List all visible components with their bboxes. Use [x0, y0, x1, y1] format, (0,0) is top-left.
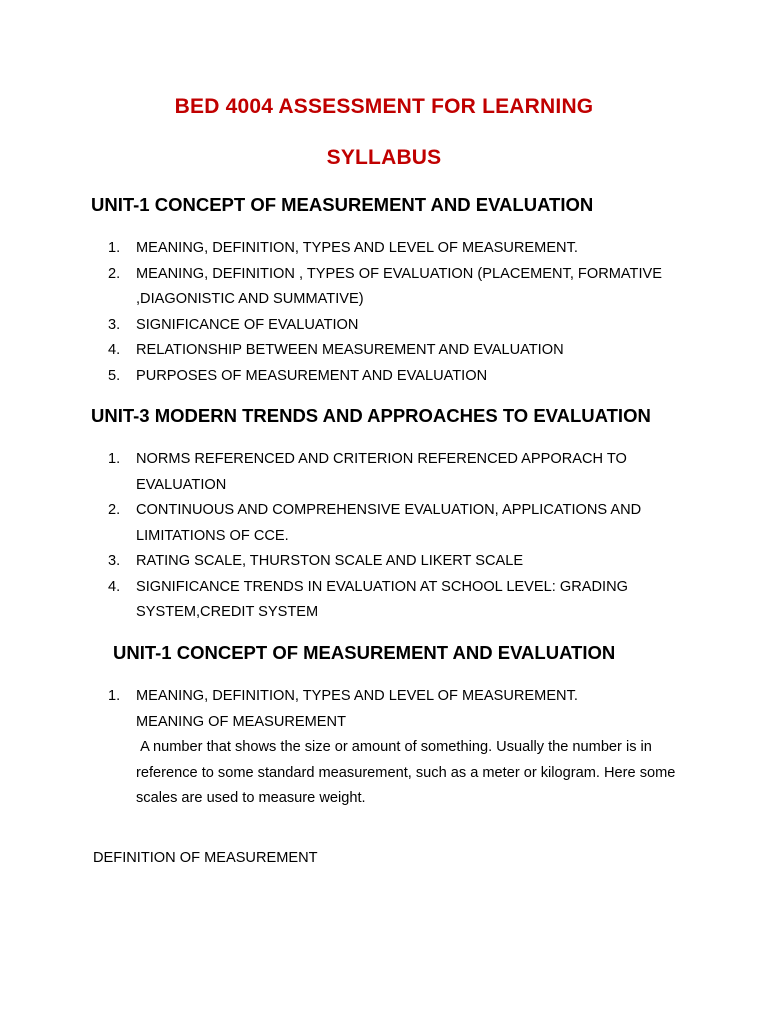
list-item [108, 684, 681, 812]
item-text: NORMS REFERENCED AND CRITERION REFERENCED APPORACH TO EVALUATION [136, 451, 627, 493]
section-heading-unit-1-detail: UNIT-1 CONCEPT OF MEASUREMENT AND EVALUATION [113, 642, 616, 663]
section-heading-unit-1: UNIT-1 CONCEPT OF MEASUREMENT AND EVALUATION [91, 194, 594, 215]
section-heading-unit-3: UNIT-3 MODERN TRENDS AND APPROACHES TO EVALUATION [91, 405, 651, 426]
item-number: 3. [108, 316, 121, 333]
item-text: CONTINUOUS AND COMPREHENSIVE EVALUATION, APPLICATIONS AND LIMITATIONS OF CCE. [136, 502, 642, 544]
item-text: MEANING, DEFINITION , TYPES OF EVALUATION (PLACEMENT, FORMATIVE ,DIAGONISTIC AND SUMMATIVE) [136, 265, 662, 307]
document-subtitle: SYLLABUS [326, 146, 442, 169]
item-number: 4. [108, 578, 121, 595]
item-text: SIGNIFICANCE TRENDS IN EVALUATION AT SCHOOL LEVEL: GRADING SYSTEM,CREDIT SYSTEM [136, 578, 628, 620]
item-number: 1. [108, 688, 121, 704]
item-text: RELATIONSHIP BETWEEN MEASUREMENT AND EVALUATION [136, 342, 564, 358]
list-item [108, 549, 676, 575]
unit-3-topic-list [108, 447, 676, 626]
list-item [108, 498, 676, 549]
unit-1-detail-list [108, 684, 681, 812]
item-number: 1. [108, 451, 121, 467]
item-text: PURPOSES OF MEASUREMENT AND EVALUATION [136, 367, 488, 384]
item-text: SIGNIFICANCE OF EVALUATION [136, 316, 359, 333]
item-number: 1. [108, 240, 121, 256]
item-text: MEANING, DEFINITION, TYPES AND LEVEL OF MEASUREMENT. [136, 240, 578, 256]
item-paragraph: A number that shows the size or amount of something. Usually the number is in reference to some standard measurement, such as a meter or kilogram. Here some scales are used to measure weight. [136, 739, 680, 806]
item-text: RATING SCALE, THURSTON SCALE AND LIKERT SCALE [136, 553, 524, 569]
item-number: 2. [108, 502, 121, 518]
list-item [108, 236, 676, 262]
document-title: BED 4004 ASSESSMENT FOR LEARNING [174, 95, 594, 118]
item-number: 3. [108, 553, 121, 569]
definition-label: DEFINITION OF MEASUREMENT [93, 850, 318, 866]
list-item [108, 338, 676, 364]
item-text: MEANING, DEFINITION, TYPES AND LEVEL OF MEASUREMENT. [136, 688, 578, 704]
list-item [108, 364, 676, 390]
unit-1-topic-list [108, 236, 676, 389]
item-number: 2. [108, 265, 121, 282]
item-number: 4. [108, 342, 121, 358]
list-item [108, 262, 676, 313]
item-number: 5. [108, 367, 121, 384]
list-item [108, 313, 676, 339]
list-item [108, 447, 676, 498]
item-subheading: MEANING OF MEASUREMENT [136, 713, 346, 730]
list-item [108, 575, 676, 626]
